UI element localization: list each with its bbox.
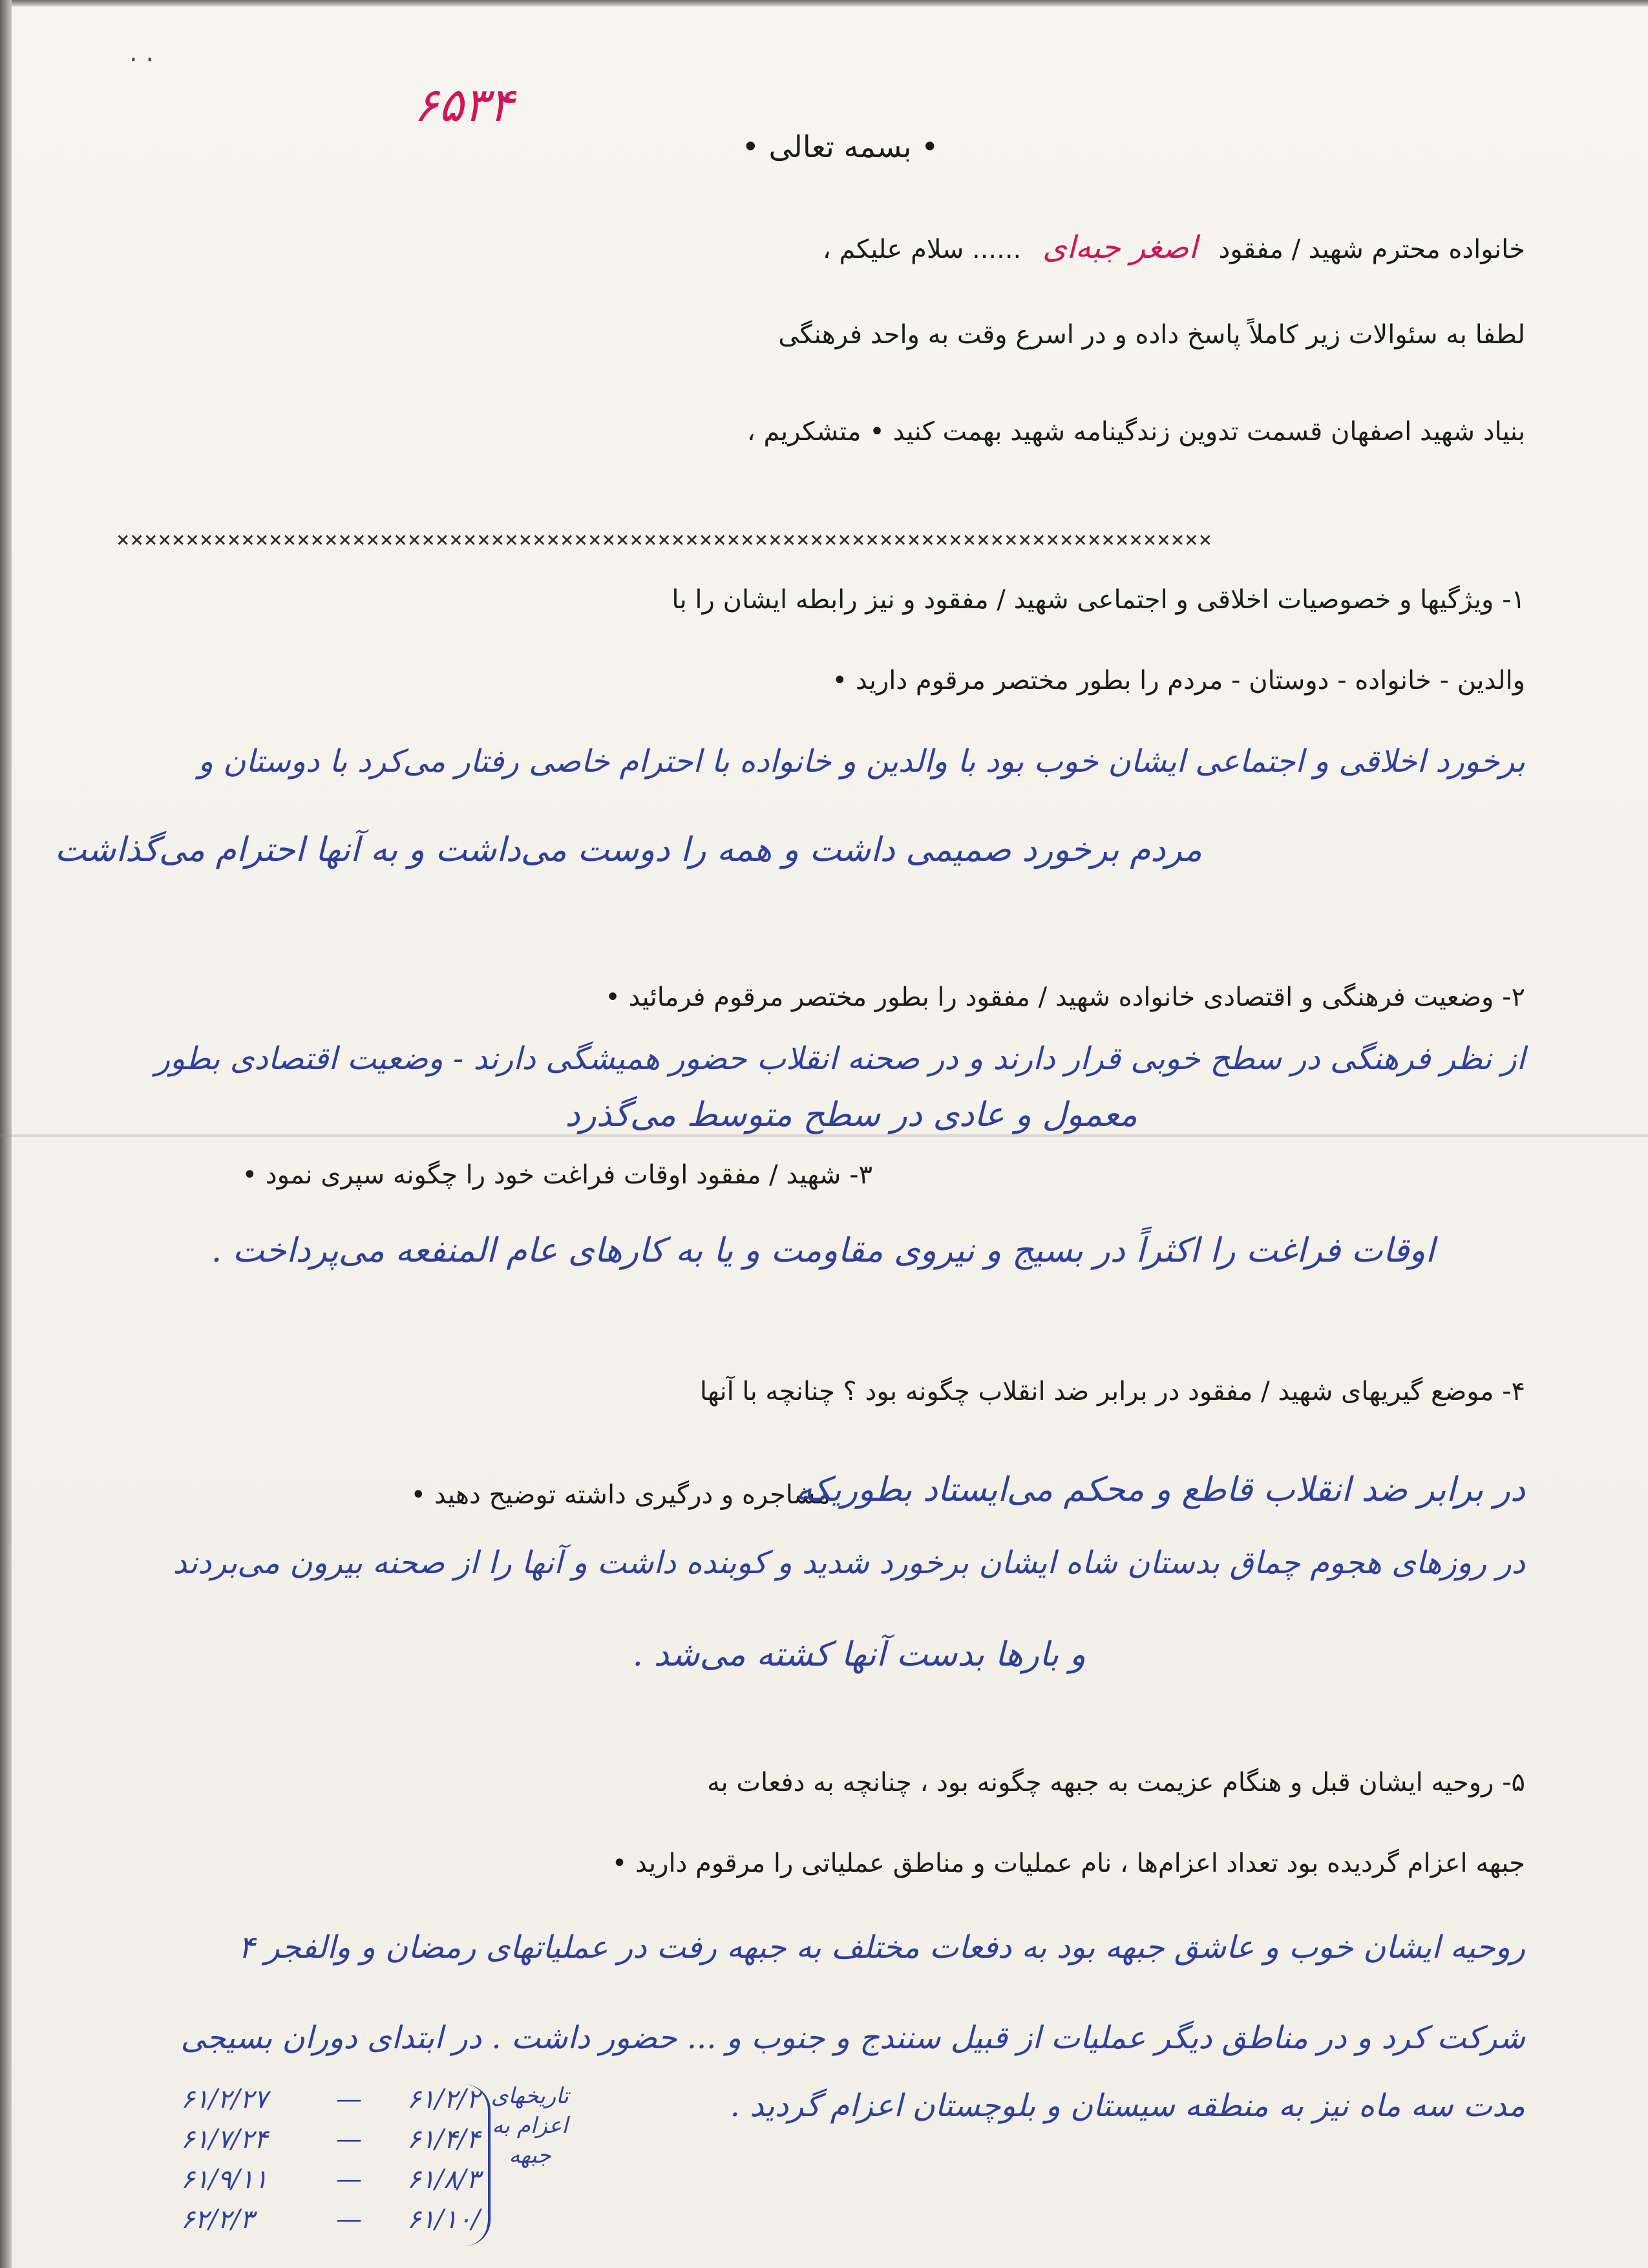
- scan-edge-top: [0, 0, 1648, 6]
- deployment-note: تاریخهای اعزام به جبهه: [491, 2083, 569, 2168]
- question-5-line-1: ۵- روحیه ایشان قبل و هنگام عزیمت به جبهه چگونه بود ، چنانچه به دفعات به: [707, 1768, 1525, 1797]
- answer-4-inline: در برابر ضد انقلاب قاطع و محکم می‌ایستاد بطوریکه: [796, 1470, 1525, 1509]
- deployment-dates: [162, 2084, 704, 2245]
- date-dash: —: [336, 2165, 362, 2194]
- date-from: ۶۱/۴/۴: [407, 2125, 480, 2154]
- intro-greeting: ...... سلام علیکم ،: [822, 235, 1022, 264]
- answer-1-line-2: مردم برخورد صمیمی داشت و همه را دوست می‌داشت و به آنها احترام می‌گذاشت: [54, 831, 1202, 869]
- separator-line: ×××××××××××××××××××××××××××××××××××××××××××××××××××××××××××××××××××××××××××××××: [116, 527, 1213, 553]
- date-dash: —: [336, 2084, 362, 2114]
- question-2-line-1: ۲- وضعیت فرهنگی و اقتصادی خانواده شهید / مفقود را بطور مختصر مرقوم فرمائید •: [605, 982, 1525, 1012]
- answer-3-line-1: اوقات فراغت را اکثراً در بسیج و نیروی مقاومت و یا به کارهای عام المنفعه می‌پرداخت .: [211, 1231, 1435, 1270]
- date-row: [162, 2165, 704, 2205]
- date-row: [162, 2125, 704, 2165]
- question-4-line-1: ۴- موضع گیریهای شهید / مفقود در برابر ضد انقلاب چگونه بود ؟ چنانچه با آنها: [699, 1377, 1525, 1406]
- answer-5-line-1: روحیه ایشان خوب و عاشق جبهه بود به دفعات مختلف به جبهه رفت در عملیاتهای رمضان و والفجر ۴: [238, 1929, 1525, 1966]
- date-row: [162, 2084, 704, 2125]
- question-1-line-2: والدین - خانواده - دوستان - مردم را بطور مختصر مرقوم دارید •: [832, 666, 1525, 695]
- date-dash: —: [336, 2125, 362, 2154]
- date-to: ۶۲/۲/۳: [181, 2205, 254, 2234]
- question-5-line-2: جبهه اعزام گردیده بود تعداد اعزام‌ها ، نام عملیات و مناطق عملیاتی را مرقوم دارید •: [611, 1849, 1525, 1878]
- date-to: ۶۱/۷/۲۴: [181, 2125, 268, 2154]
- intro-line-2: لطفا به سئوالات زیر کاملاً پاسخ داده و در اسرع وقت به واحد فرهنگی: [778, 320, 1525, 350]
- question-1-line-1: ۱- ویژگیها و خصوصیات اخلاقی و اجتماعی شهید / مفقود و نیز رابطه ایشان را با: [671, 585, 1525, 615]
- date-row: [162, 2205, 704, 2245]
- answer-1-line-1: برخورد اخلاقی و اجتماعی ایشان خوب بود با والدین و خانواده با احترام خاصی رفتار می‌کرد با دوستان و: [198, 743, 1525, 779]
- martyr-name: اصغر جبه‌ای: [1042, 229, 1198, 266]
- answer-4-line-1: در روزهای هجوم چماق بدستان شاه ایشان برخورد شدید و کوبنده داشت و آنها را از صحنه بیرون می‌بردند: [173, 1545, 1525, 1581]
- intro-line-1: [823, 229, 1525, 266]
- date-from: ۶۱/۲/۲: [407, 2084, 480, 2114]
- intro-salutation: خانواده محترم شهید / مفقود: [1218, 235, 1525, 264]
- date-dash: —: [336, 2205, 362, 2234]
- answer-2-line-2: معمول و عادی در سطح متوسط می‌گذرد: [565, 1096, 1137, 1134]
- page-title: • بسمه تعالی •: [741, 129, 939, 164]
- date-to: ۶۱/۹/۱۱: [181, 2165, 268, 2194]
- date-from: ۶۱/۸/۳: [407, 2165, 480, 2194]
- answer-5-line-3: مدت سه ماه نیز به منطقه سیستان و بلوچستان اعزام گردید .: [730, 2088, 1525, 2124]
- question-3-line-1: ۳- شهید / مفقود اوقات فراغت خود را چگونه سپری نمود •: [242, 1160, 872, 1190]
- question-4-line-2: مشاجره و درگیری داشته توضیح دهید •: [410, 1480, 830, 1510]
- corner-marks: · ·: [129, 45, 154, 75]
- fold-line: [0, 1134, 1648, 1137]
- date-to: ۶۱/۲/۲۷: [181, 2084, 268, 2114]
- file-number: ۶۵۳۴: [414, 78, 514, 132]
- intro-line-3: بنیاد شهید اصفهان قسمت تدوین زندگینامه شهید بهمت کنید • متشکریم ،: [746, 417, 1525, 447]
- answer-4-line-2: و بارها بدست آنها کشته می‌شد .: [632, 1635, 1086, 1674]
- date-from: ۶۱/۱۰/۱: [407, 2205, 494, 2234]
- answer-5-line-2: شرکت کرد و در مناطق دیگر عملیات از قبیل سنندج و جنوب و ... حضور داشت . در ابتدای دوران بسیجی: [180, 2020, 1525, 2056]
- answer-2-line-1: از نظر فرهنگی در سطح خوبی قرار دارند و در صحنه انقلاب حضور همیشگی دارند - وضعیت اقتصادی بطور: [154, 1041, 1525, 1077]
